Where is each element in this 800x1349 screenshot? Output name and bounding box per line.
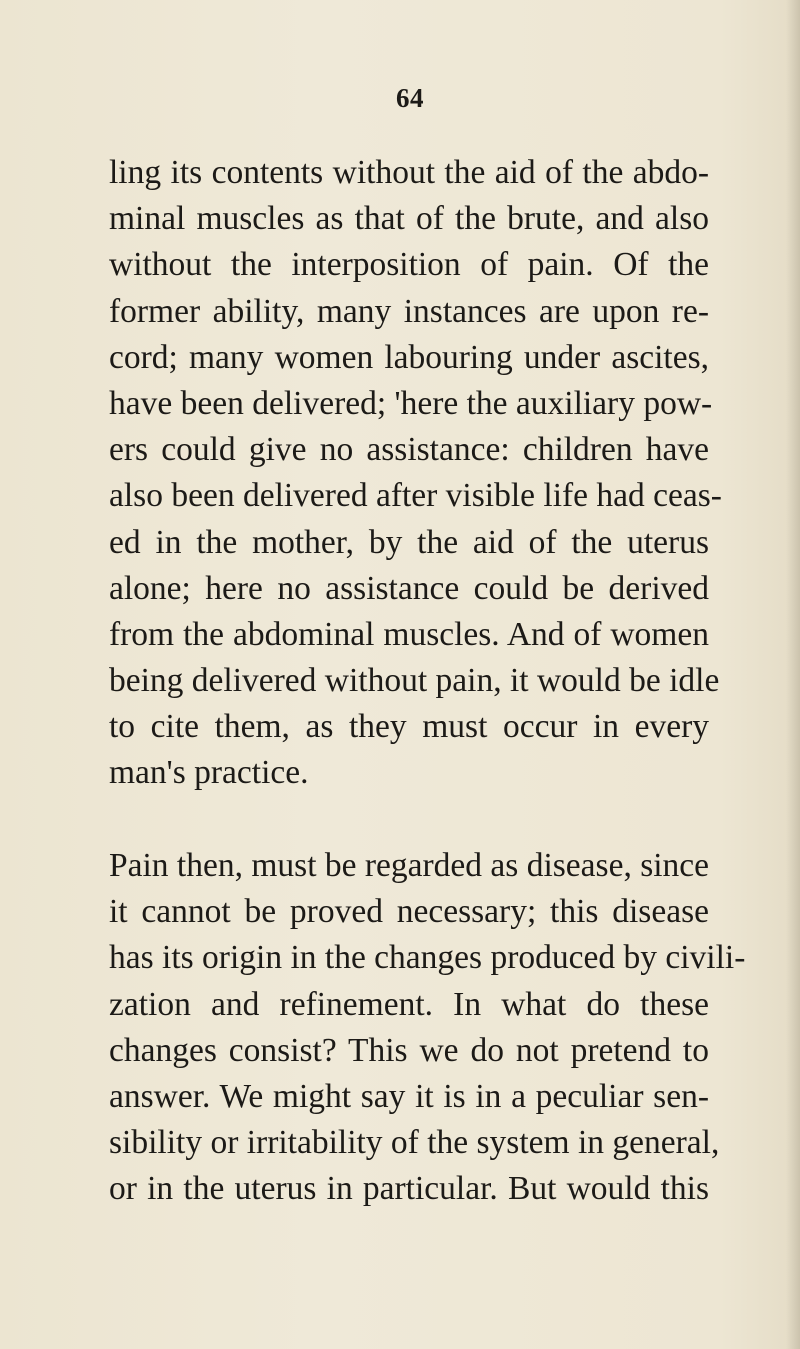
text-line: former ability, many instances are upon re- — [109, 292, 709, 330]
text-line: being delivered without pain, it would be idle — [109, 662, 720, 700]
text-line: alone; here no assistance could be derived — [109, 569, 709, 607]
text-line: zation and refinement. In what do these — [109, 985, 709, 1023]
text-line: it cannot be proved necessary; this disease — [109, 893, 709, 931]
text-line: changes consist? This we do not pretend to — [109, 1031, 709, 1069]
page-number: 64 — [396, 83, 424, 113]
text-line: have been delivered; 'here the auxiliary pow- — [109, 384, 713, 422]
paragraph-2 — [109, 843, 746, 1213]
text-line: from the abdominal muscles. And of women — [109, 615, 709, 653]
text-line: minal muscles as that of the brute, and also — [109, 200, 709, 238]
text-line: cord; many women labouring under ascites, — [109, 338, 709, 376]
text-line: man's practice. — [109, 754, 309, 792]
text-line: also been delivered after visible life had ceas- — [109, 477, 722, 515]
text-line: ed in the mother, by the aid of the uterus — [109, 523, 709, 561]
text-line: Pain then, must be regarded as disease, since — [109, 847, 710, 884]
text-line: ers could give no assistance: children have — [109, 431, 709, 469]
text-line: to cite them, as they must occur in every — [109, 708, 709, 746]
paragraph-1 — [109, 150, 722, 797]
text-line: without the interposition of pain. Of the — [109, 246, 709, 284]
text-line: or in the uterus in particular. But would this — [109, 1170, 709, 1208]
text-line: sibility or irritability of the system in general, — [109, 1124, 720, 1162]
page-edge-shadow — [786, 0, 800, 1349]
text-line: ling its contents without the aid of the abdo- — [109, 154, 709, 191]
text-line: has its origin in the changes produced by civili- — [109, 939, 746, 977]
text-line: answer. We might say it is in a peculiar sen- — [109, 1077, 709, 1115]
